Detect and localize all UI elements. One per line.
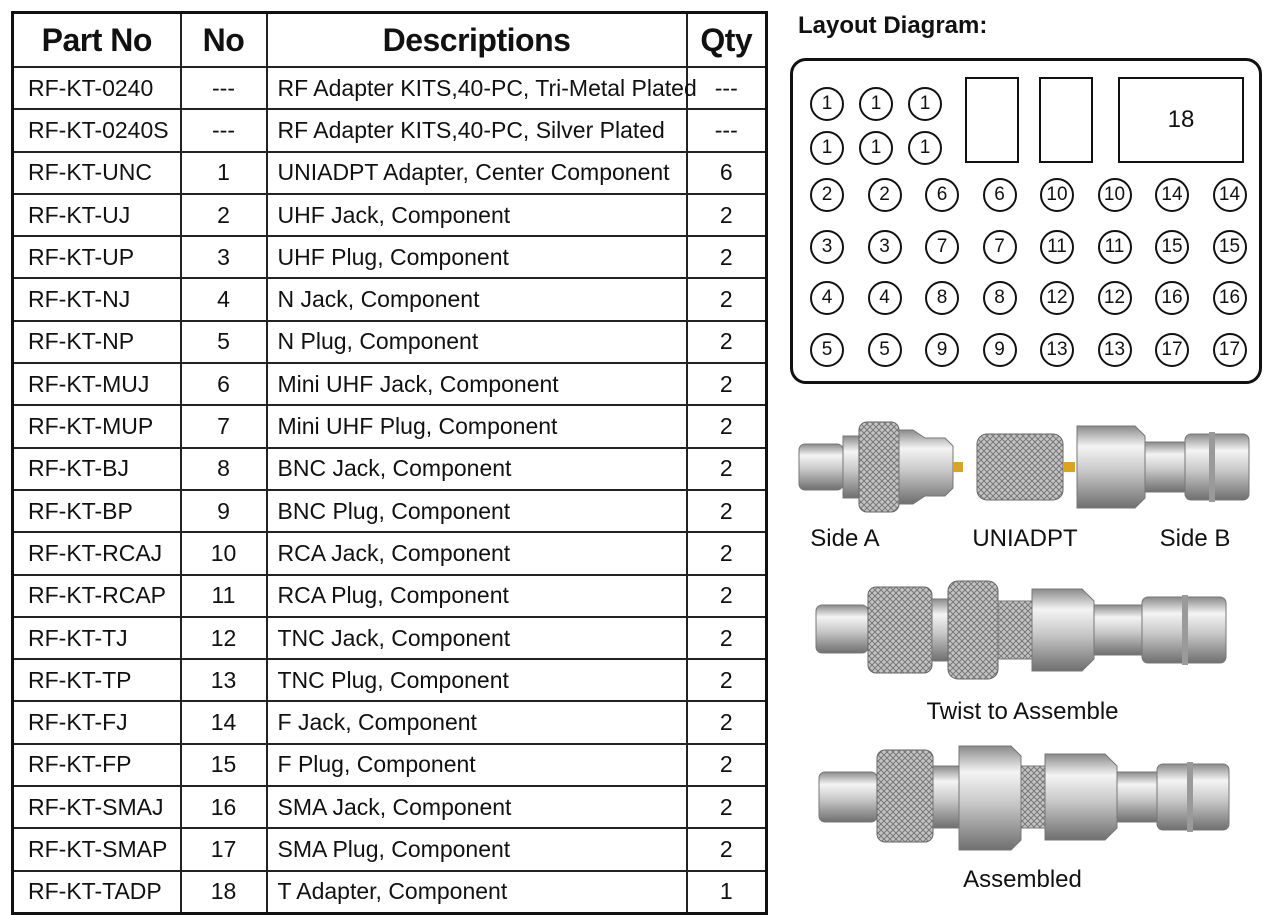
cell-qty: 2: [687, 828, 767, 870]
cell-qty: 2: [687, 575, 767, 617]
cell-description: F Jack, Component: [267, 701, 687, 743]
table-row: [13, 363, 767, 405]
cell-qty: 2: [687, 659, 767, 701]
layout-slot-rect-1: [965, 77, 1019, 163]
table-row: [13, 744, 767, 786]
cell-no: 11: [181, 575, 267, 617]
table-row: [13, 701, 767, 743]
table-row: [13, 617, 767, 659]
cell-description: RF Adapter KITS,40-PC, Silver Plated: [267, 109, 687, 151]
table-row: [13, 321, 767, 363]
side-a-caption: Side A: [810, 525, 880, 552]
cell-description: TNC Plug, Component: [267, 659, 687, 701]
cell-part-no: RF-KT-BJ: [13, 448, 181, 490]
uniadpt-connector-icon: [977, 434, 1075, 500]
cell-qty: 2: [687, 405, 767, 447]
cell-no: 13: [181, 659, 267, 701]
cell-description: UNIADPT Adapter, Center Component: [267, 152, 687, 194]
cell-no: 10: [181, 532, 267, 574]
layout-slot: 14: [1155, 178, 1189, 212]
table-row: [13, 448, 767, 490]
assembled-connector-icon: [819, 746, 1229, 850]
cell-description: F Plug, Component: [267, 744, 687, 786]
twist-caption: Twist to Assemble: [926, 698, 1119, 725]
table-row: [13, 236, 767, 278]
layout-slot: 17: [1155, 333, 1189, 367]
cell-description: Mini UHF Plug, Component: [267, 405, 687, 447]
layout-slot: 10: [1098, 178, 1132, 212]
cell-qty: 2: [687, 448, 767, 490]
layout-slot: 8: [925, 281, 959, 315]
layout-slot: 5: [810, 333, 844, 367]
layout-slot: 1: [908, 87, 942, 121]
cell-no: 5: [181, 321, 267, 363]
cell-part-no: RF-KT-RCAJ: [13, 532, 181, 574]
table-row: [13, 109, 767, 151]
layout-slot: 16: [1155, 281, 1189, 315]
table-row: [13, 490, 767, 532]
cell-no: 17: [181, 828, 267, 870]
cell-description: Mini UHF Jack, Component: [267, 363, 687, 405]
cell-description: UHF Jack, Component: [267, 194, 687, 236]
assembled-photo: [815, 740, 1235, 855]
cell-part-no: RF-KT-UNC: [13, 152, 181, 194]
cell-no: 14: [181, 701, 267, 743]
layout-slot: 7: [983, 230, 1017, 264]
cell-no: 7: [181, 405, 267, 447]
table-row: [13, 828, 767, 870]
layout-slot-t-adapter-label: 18: [1167, 106, 1195, 133]
layout-diagram-title: Layout Diagram:: [798, 12, 988, 39]
layout-slot-t-adapter: [1118, 77, 1244, 163]
header-descriptions: Descriptions: [267, 13, 687, 68]
cell-qty: 2: [687, 236, 767, 278]
cell-no: 16: [181, 786, 267, 828]
cell-description: UHF Plug, Component: [267, 236, 687, 278]
cell-part-no: RF-KT-TP: [13, 659, 181, 701]
cell-qty: 2: [687, 617, 767, 659]
cell-part-no: RF-KT-MUP: [13, 405, 181, 447]
layout-slot: 1: [859, 131, 893, 165]
layout-slot: 4: [810, 281, 844, 315]
cell-no: 4: [181, 278, 267, 320]
layout-slot: 15: [1155, 230, 1189, 264]
layout-slot: 5: [868, 333, 902, 367]
parts-table: [11, 11, 768, 915]
uniadpt-caption: UNIADPT: [972, 525, 1078, 552]
cell-description: N Plug, Component: [267, 321, 687, 363]
cell-qty: 1: [687, 871, 767, 914]
cell-description: SMA Jack, Component: [267, 786, 687, 828]
layout-slot: 14: [1213, 178, 1247, 212]
cell-no: 1: [181, 152, 267, 194]
cell-qty: ---: [687, 109, 767, 151]
cell-part-no: RF-KT-SMAP: [13, 828, 181, 870]
layout-slot: 9: [983, 333, 1017, 367]
cell-description: SMA Plug, Component: [267, 828, 687, 870]
cell-description: RCA Plug, Component: [267, 575, 687, 617]
assembled-caption: Assembled: [963, 866, 1082, 893]
cell-no: 15: [181, 744, 267, 786]
layout-slot: 4: [868, 281, 902, 315]
layout-slot: 3: [810, 230, 844, 264]
side-b-caption: Side B: [1159, 525, 1231, 552]
header-qty: Qty: [687, 13, 767, 68]
cell-description: TNC Jack, Component: [267, 617, 687, 659]
cell-qty: 2: [687, 744, 767, 786]
layout-slot: 15: [1213, 230, 1247, 264]
cell-description: RF Adapter KITS,40-PC, Tri-Metal Plated: [267, 67, 687, 109]
cell-part-no: RF-KT-MUJ: [13, 363, 181, 405]
layout-slot: 2: [868, 178, 902, 212]
cell-part-no: RF-KT-NP: [13, 321, 181, 363]
layout-slot: 16: [1213, 281, 1247, 315]
layout-slot: 9: [925, 333, 959, 367]
cell-qty: 2: [687, 786, 767, 828]
layout-slot: 6: [983, 178, 1017, 212]
twist-assembly-photo: [812, 575, 1232, 685]
cell-qty: 2: [687, 490, 767, 532]
table-row: [13, 194, 767, 236]
table-row: [13, 278, 767, 320]
header-part-no: Part No: [13, 13, 181, 68]
layout-slot: 8: [983, 281, 1017, 315]
cell-description: T Adapter, Component: [267, 871, 687, 914]
layout-slot: 6: [925, 178, 959, 212]
layout-slot: 12: [1040, 281, 1074, 315]
cell-description: RCA Jack, Component: [267, 532, 687, 574]
layout-slot: 2: [810, 178, 844, 212]
table-row: [13, 871, 767, 914]
table-row: [13, 532, 767, 574]
table-row: [13, 67, 767, 109]
table-row: [13, 405, 767, 447]
twist-assembly-connector-icon: [816, 581, 1226, 679]
cell-no: 9: [181, 490, 267, 532]
cell-part-no: RF-KT-0240S: [13, 109, 181, 151]
cell-no: 12: [181, 617, 267, 659]
cell-qty: 2: [687, 532, 767, 574]
cell-part-no: RF-KT-TJ: [13, 617, 181, 659]
cell-qty: 2: [687, 363, 767, 405]
cell-no: 8: [181, 448, 267, 490]
table-row: [13, 659, 767, 701]
cell-qty: 6: [687, 152, 767, 194]
layout-slot: 1: [859, 87, 893, 121]
layout-slot: 7: [925, 230, 959, 264]
layout-diagram: [790, 58, 1262, 384]
cell-no: 3: [181, 236, 267, 278]
cell-no: 2: [181, 194, 267, 236]
layout-slot: 10: [1040, 178, 1074, 212]
cell-part-no: RF-KT-BP: [13, 490, 181, 532]
cell-part-no: RF-KT-FP: [13, 744, 181, 786]
table-row: [13, 152, 767, 194]
cell-part-no: RF-KT-UJ: [13, 194, 181, 236]
exploded-connectors-photo: [795, 412, 1255, 522]
cell-no: ---: [181, 109, 267, 151]
layout-slot: 1: [908, 131, 942, 165]
cell-part-no: RF-KT-FJ: [13, 701, 181, 743]
layout-slot-rect-2: [1039, 77, 1093, 163]
layout-slot: 13: [1098, 333, 1132, 367]
table-header-row: [13, 13, 767, 68]
layout-slot: 1: [810, 131, 844, 165]
cell-part-no: RF-KT-0240: [13, 67, 181, 109]
cell-qty: 2: [687, 194, 767, 236]
cell-description: BNC Plug, Component: [267, 490, 687, 532]
side-b-connector-icon: [1077, 426, 1249, 508]
cell-description: N Jack, Component: [267, 278, 687, 320]
cell-no: 6: [181, 363, 267, 405]
header-no: No: [181, 13, 267, 68]
layout-slot: 1: [810, 87, 844, 121]
cell-qty: 2: [687, 321, 767, 363]
cell-no: ---: [181, 67, 267, 109]
cell-qty: 2: [687, 701, 767, 743]
layout-slot: 11: [1040, 230, 1074, 264]
cell-part-no: RF-KT-SMAJ: [13, 786, 181, 828]
cell-part-no: RF-KT-NJ: [13, 278, 181, 320]
side-a-connector-icon: [799, 422, 963, 512]
layout-slot: 13: [1040, 333, 1074, 367]
cell-no: 18: [181, 871, 267, 914]
table-row: [13, 786, 767, 828]
cell-description: BNC Jack, Component: [267, 448, 687, 490]
cell-qty: 2: [687, 278, 767, 320]
cell-qty: ---: [687, 67, 767, 109]
cell-part-no: RF-KT-TADP: [13, 871, 181, 914]
layout-slot: 3: [868, 230, 902, 264]
table-row: [13, 575, 767, 617]
layout-slot: 12: [1098, 281, 1132, 315]
cell-part-no: RF-KT-RCAP: [13, 575, 181, 617]
layout-slot: 11: [1098, 230, 1132, 264]
cell-part-no: RF-KT-UP: [13, 236, 181, 278]
layout-slot: 17: [1213, 333, 1247, 367]
table-body: [13, 67, 767, 913]
